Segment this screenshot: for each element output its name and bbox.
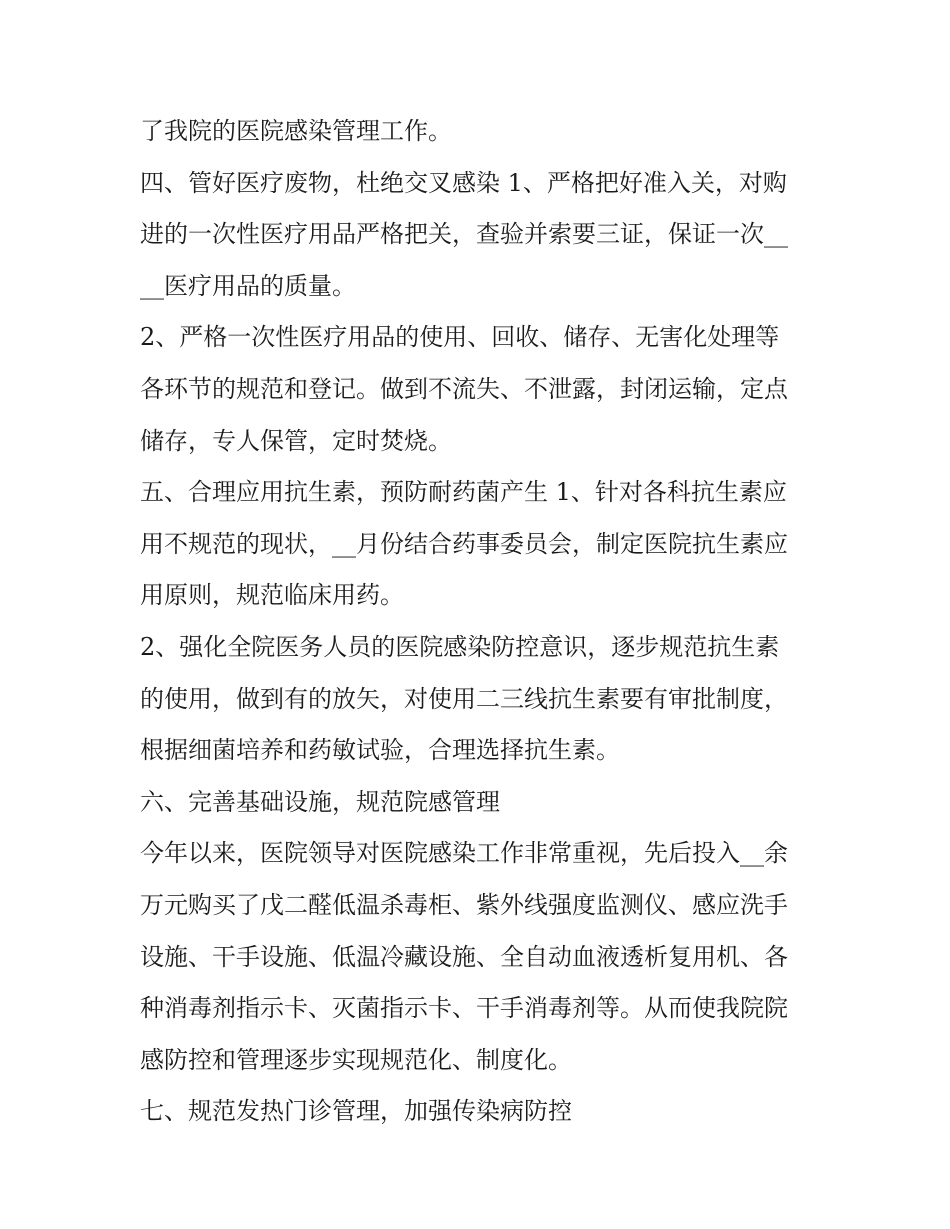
text-line: 2、严格一次性医疗用品的使用、回收、储存、无害化处理等 [140,323,780,352]
text-line: 进的一次性医疗用品严格把关，查验并索要三证，保证一次__ [140,220,788,249]
text-line: 根据细菌培养和药敏试验，合理选择抗生素。 [140,736,620,765]
section-heading-line: 四、管好医疗废物，杜绝交叉感染 1、严格把好准入关，对购 [140,168,787,197]
text-line: 万元购买了戊二醛低温杀毒柜、紫外线强度监测仪、感应洗手 [140,890,788,919]
text-line: 用原则，规范临床用药。 [140,581,404,610]
text-line: 储存，专人保管，定时焚烧。 [140,426,452,455]
text-line: 了我院的医院感染管理工作。 [140,117,452,145]
document-body [140,106,820,1138]
text-line: 感防控和管理逐步实现规范化、制度化。 [140,1045,572,1074]
text-line: __医疗用品的质量。 [140,271,356,300]
text-line: 的使用，做到有的放矢，对使用二三线抗生素要有审批制度， [140,684,788,713]
text-line: 2、强化全院医务人员的医院感染防控意识，逐步规范抗生素 [140,632,780,661]
text-line: 种消毒剂指示卡、灭菌指示卡、干手消毒剂等。从而使我院院 [140,994,788,1023]
section-heading-line: 五、合理应用抗生素，预防耐药菌产生 1、针对各科抗生素应 [140,478,787,507]
text-line: 今年以来，医院领导对医院感染工作非常重视，先后投入__余 [140,839,788,868]
section-heading-line: 七、规范发热门诊管理，加强传染病防控 [140,1097,572,1126]
section-heading-line: 六、完善基础设施，规范院感管理 [140,787,500,816]
text-line: 设施、干手设施、低温冷藏设施、全自动血液透析复用机、各 [140,942,788,971]
text-line: 各环节的规范和登记。做到不流失、不泄露，封闭运输，定点 [140,374,788,403]
text-line: 用不规范的现状，__月份结合药事委员会，制定医院抗生素应 [140,529,788,558]
